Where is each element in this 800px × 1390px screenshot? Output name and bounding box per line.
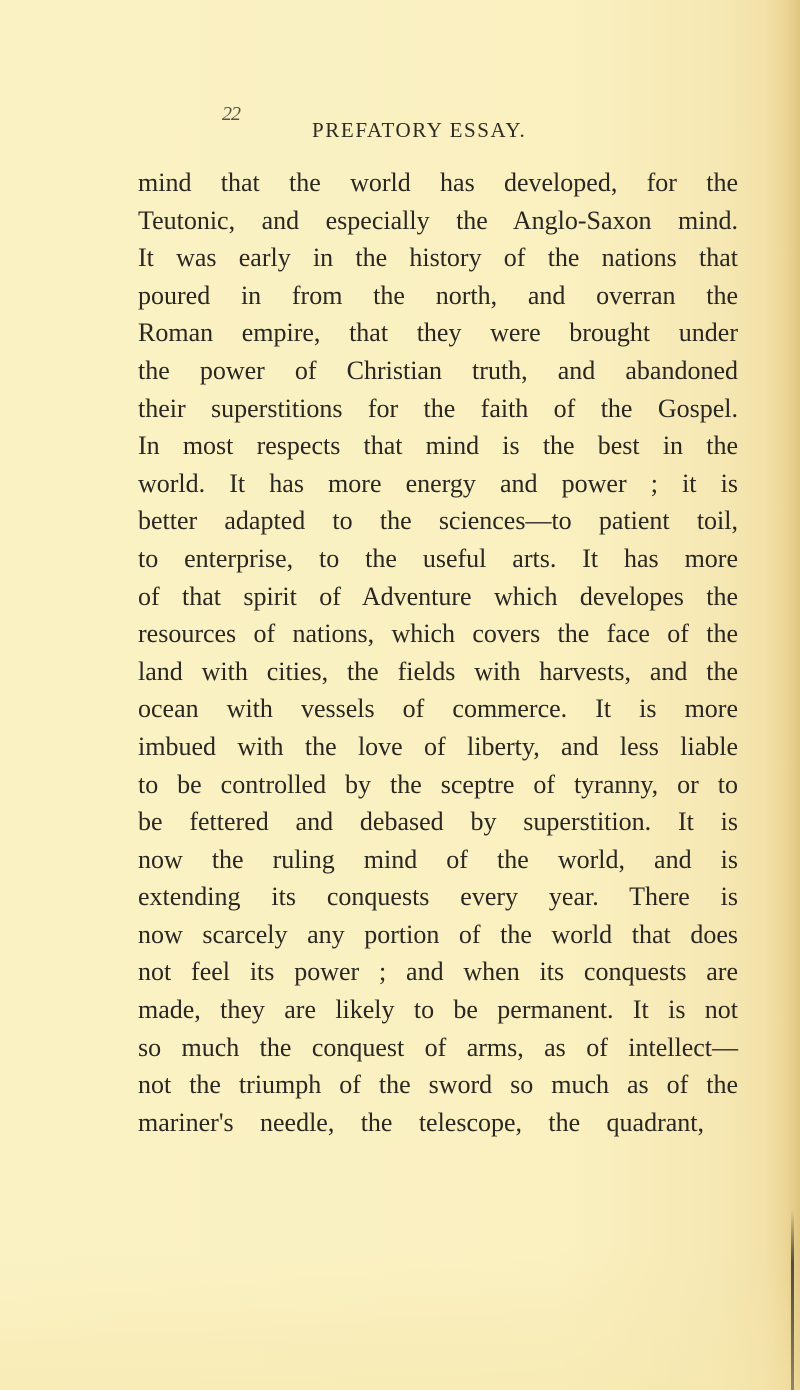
text-line: world. It has more energy and power ; it is bbox=[138, 468, 738, 498]
text-line: extending its conquests every year. There is bbox=[138, 882, 738, 912]
text-line: land with cities, the fields with harvests, and the bbox=[138, 656, 738, 686]
text-line: not the triumph of the sword so much as of the bbox=[138, 1070, 738, 1100]
text-line: to enterprise, to the useful arts. It has more bbox=[138, 543, 738, 573]
page-bottom-shadow bbox=[0, 1250, 800, 1390]
text-line: In most respects that mind is the best in the bbox=[138, 431, 738, 461]
text-line: of that spirit of Adventure which developes the bbox=[138, 581, 738, 611]
text-line: imbued with the love of liberty, and less liable bbox=[138, 731, 738, 761]
text-line: their superstitions for the faith of the Gospel. bbox=[138, 393, 738, 423]
text-line: not feel its power ; and when its conquests are bbox=[138, 957, 738, 987]
text-line: ocean with vessels of commerce. It is more bbox=[138, 694, 738, 724]
text-line: to be controlled by the sceptre of tyranny, or to bbox=[138, 769, 738, 799]
running-head: PREFATORY ESSAY. bbox=[312, 118, 527, 142]
text-line: so much the conquest of arms, as of intellect— bbox=[138, 1032, 738, 1062]
page-number: 22 bbox=[222, 103, 240, 125]
text-line: Roman empire, that they were brought under bbox=[138, 318, 738, 348]
text-line: It was early in the history of the nations that bbox=[138, 243, 738, 273]
text-line: better adapted to the sciences—to patient toil, bbox=[138, 506, 738, 536]
text-line: now scarcely any portion of the world that does bbox=[138, 919, 738, 949]
text-line: now the ruling mind of the world, and is bbox=[138, 844, 738, 874]
text-line: mind that the world has developed, for the bbox=[138, 168, 738, 197]
text-line: poured in from the north, and overran the bbox=[138, 280, 738, 310]
text-line: the power of Christian truth, and abandoned bbox=[138, 355, 738, 385]
text-line: resources of nations, which covers the face of the bbox=[138, 619, 738, 649]
text-line: Teutonic, and especially the Anglo-Saxon mind. bbox=[138, 205, 738, 235]
text-line: be fettered and debased by superstition. It is bbox=[138, 807, 738, 837]
body-text bbox=[138, 164, 738, 1141]
page-edge-shadow bbox=[766, 0, 800, 1390]
text-line: made, they are likely to be permanent. It is not bbox=[138, 995, 738, 1025]
text-line: mariner's needle, the telescope, the quadrant, bbox=[138, 1107, 704, 1137]
